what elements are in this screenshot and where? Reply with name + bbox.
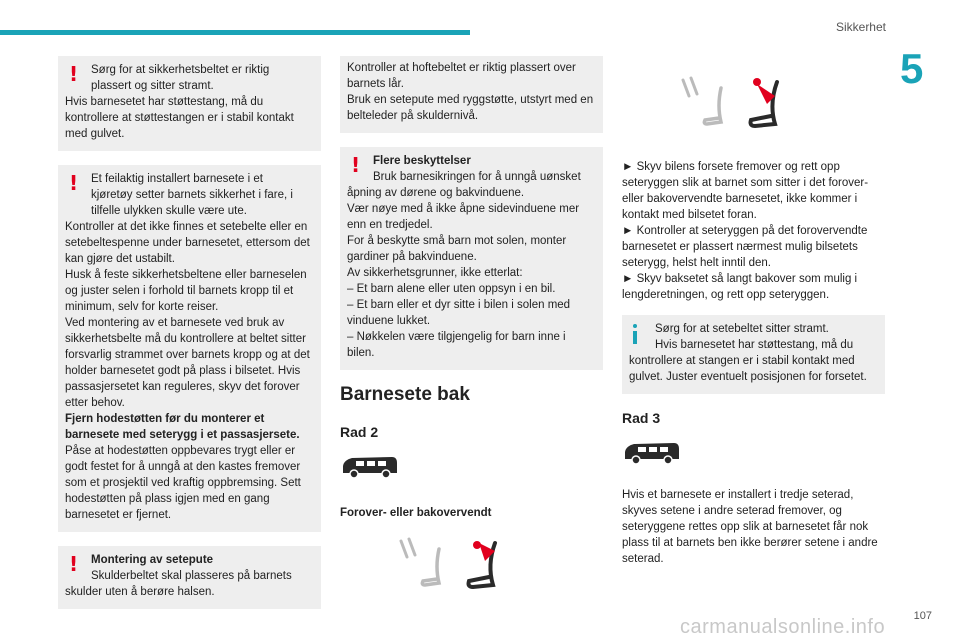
chapter-number: 5 [900,45,924,92]
column-3 [622,56,885,567]
warning-text: Husk å feste sikkerhetsbeltene eller barneselen og juster selen i forhold til barnets kropp til et minimum, selv for korte reiser. [65,269,307,313]
warning-box-installation [58,165,321,532]
note-text: Kontroller at hoftebeltet er riktig plassert over barnets lår. [347,62,576,90]
section-title: Sikkerhet [835,20,886,34]
warning-text: Bruk barnesikringen for å unngå uønsket [373,171,581,183]
front-seat-diagram [677,74,827,134]
warning-icon: ! [69,171,79,195]
van-icon [622,440,682,466]
row-heading: Rad 2 [340,424,379,440]
watermark: carmanualsonline.info [680,616,886,638]
van-icon [340,454,400,480]
row-heading: Rad 3 [622,410,661,426]
warning-text: Påse at hodestøtten oppbevares trygt eller er godt festet for å unngå at den kastes fremover som et prosjektil ved kraftig oppbremsing. Sett hodestøtten på plass igjen med en gang barnesetet er fjernet. [65,445,301,521]
column-1 [58,56,321,623]
row3-text: Hvis et barnesete er installert i tredje seterad, skyves setene i andre seterad fremover, og seteryggene rettes opp slik at barnesetet får nok plass til at barnets ben ikke berører setene i andre seterad. [622,489,878,565]
note-box-hip-belt [340,56,603,133]
info-box-belt [622,315,885,394]
warning-icon: ! [69,62,79,86]
instruction-step: ► Kontroller at seteryggen på det forovervendte barnesetet er plassert nærmest mulig bilsetets seterygg, helst helt inntil den. [622,225,868,269]
page-number: 107 [913,610,932,622]
warning-box-booster [58,546,321,609]
info-icon [633,324,637,344]
warning-text: – Et barn eller et dyr sitte i bilen i solen med vinduene lukket. [347,299,571,327]
warning-icon: ! [351,153,361,177]
subheading: Forover- eller bakovervendt [340,507,492,519]
instruction-step: ► Skyv baksetet så langt bakover som mulig i lengderetningen, og rett opp seteryggen. [622,273,858,301]
instructions [622,159,885,303]
warning-text: Kontroller at det ikke finnes et setebelte eller en setebeltespenne under barnesetet, ettersom det kan gjøre det ustabilt. [65,221,310,265]
warning-text: – Nøkkelen være tilgjengelig for barn inne i bilen. [347,331,566,359]
instruction-step: ► Skyv bilens forsete fremover og rett opp seteryggen slik at barnet som sitter i det forover- eller bakovervendte barnesetet, ikke kommer i kontakt med bilsetet foran. [622,161,869,221]
header-accent-bar [0,30,470,35]
warning-text: For å beskytte små barn mot solen, monter gardiner på bakvinduene. [347,235,567,263]
warning-text: Ved montering av et barnesete ved bruk av sikkerhetsbelte må du kontrollere at beltet sitter forsvarlig strammet over barnets kropp og at det holder barnesetet godt på plass i bilsetet. Hvis passasjersetet kan reguleres, skyv det forover etter behov. [65,317,310,409]
warning-icon: ! [69,552,79,576]
info-text: Sørg for at setebeltet sitter stramt. [655,323,829,335]
warning-text: åpning av dørene og bakvinduene. [347,187,525,199]
warning-text: plassert og sitter stramt. [91,80,214,92]
warning-text: kjøretøy setter barnets sikkerhet i fare, i tilfelle ulykken skulle være ute. [91,189,293,217]
warning-box-protection [340,147,603,370]
warning-title: Montering av setepute [91,554,214,566]
warning-title: Flere beskyttelser [373,155,471,167]
warning-text: Et feilaktig installert barnesete i et [91,173,263,185]
column-2 [340,56,603,604]
rear-child-seat-diagram [395,535,545,599]
warning-text: Skulderbeltet skal plasseres på barnets skulder uten å berøre halsen. [65,570,292,598]
note-text: Bruk en setepute med ryggstøtte, utstyrt med en belteleder på skuldernivå. [347,94,594,122]
warning-text: Av sikkerhetsgrunner, ikke etterlat: [347,267,523,279]
warning-text: – Et barn alene eller uten oppsyn i en bil. [347,283,556,295]
warning-box-belt [58,56,321,151]
info-text: Hvis barnesetet har støttestang, må du kontrollere at stangen er i stabil kontakt med gulvet. Juster eventuelt posisjonen for forsetet. [629,339,867,383]
warning-text: Hvis barnesetet har støttestang, må du kontrollere at støttestangen er i stabil kontakt med gulvet. [65,96,294,140]
warning-text: Vær nøye med å ikke åpne sidevinduene mer enn en tredjedel. [347,203,580,231]
warning-text: Sørg for at sikkerhetsbeltet er riktig [91,64,270,76]
warning-bold-text: Fjern hodestøtten før du monterer et barnesete med seterygg i et passasjersete. [65,413,300,441]
section-heading: Barnesete bak [340,384,470,405]
